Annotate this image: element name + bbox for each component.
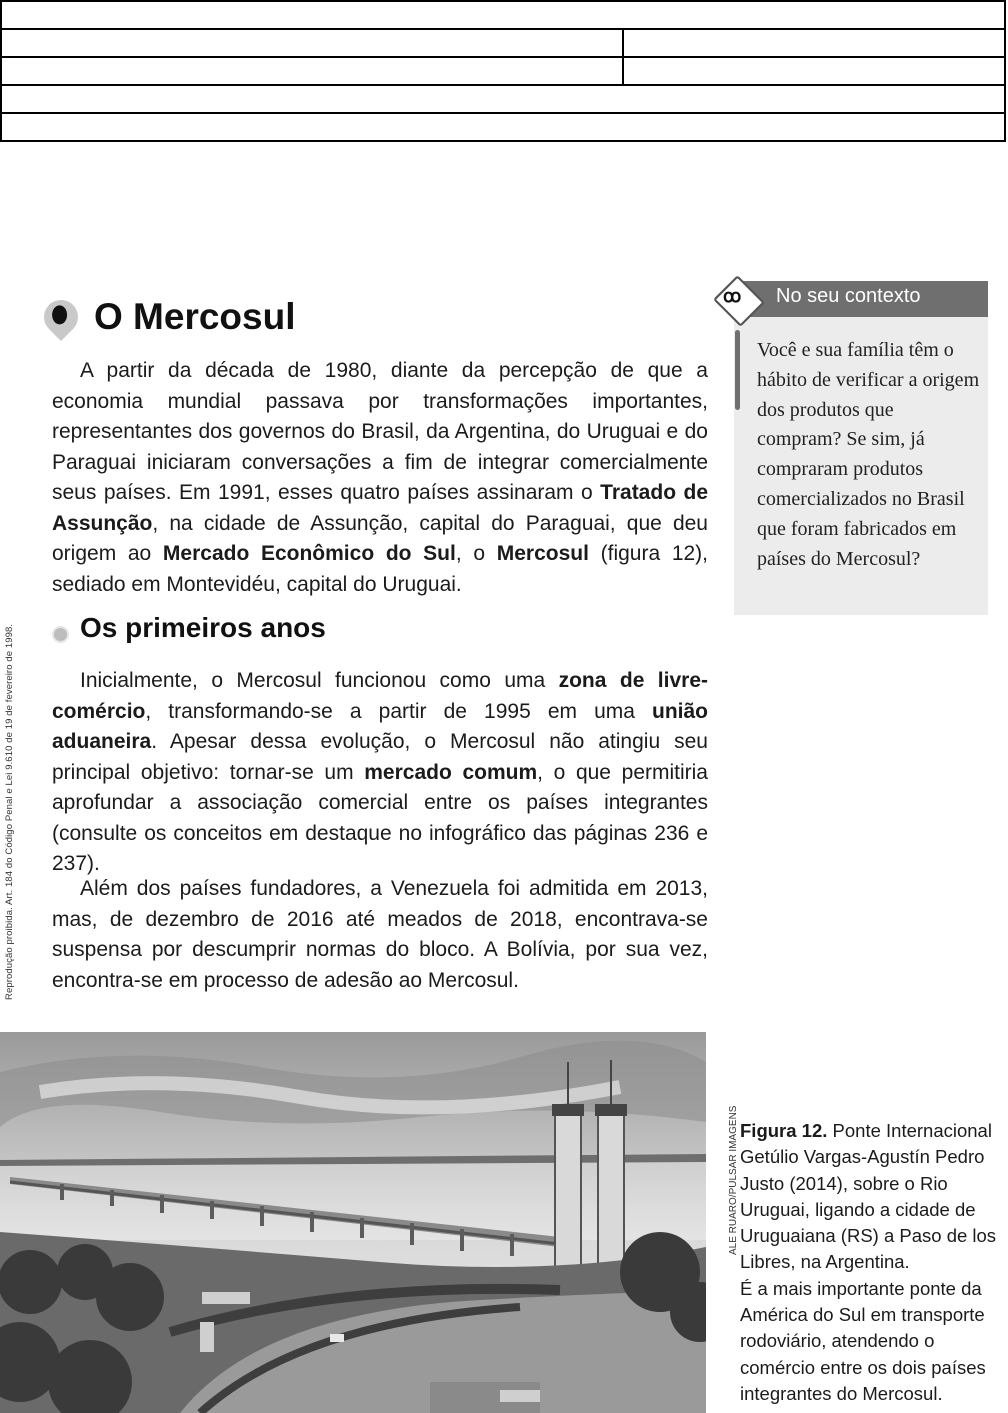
header-row-4 [1,85,1005,113]
term-zona-livre-comercio: zona de livre-comércio [52,669,708,723]
figure-caption: Figura 12. Ponte Internacional Getúlio Vargas-Agustín Pedro Justo (2014), sobre o Rio Uruguai, ligando a cidade de Uruguaiana (RS) a Paso de los Libres, na Argentina. É a mais importante ponte da América do Sul em transporte rodoviário, atendendo o comércio entre os dois países integrantes do Mercosul. [740,1120,997,1404]
header-form-table [0,0,1006,142]
paragraph-members: Além dos países fundadores, a Venezuela foi admitida em 2013, mas, de dezembro de 2016 até meados de 2018, encontrava-se suspensa por descumprir normas do bloco. A Bolívia, por sua vez, encontra-se em processo de adesão ao Mercosul. [52,877,708,992]
bridge-photo [0,1032,706,1413]
location-pin-icon [37,293,85,341]
paragraph-intro: A partir da década de 1980, diante da percepção de que a economia mundial passava por transformações importantes, representantes dos governos do Brasil, da Argentina, do Uruguai e do Paraguai iniciaram conversações a fim de integrar comercialmente seus países. Em 1991, esses quatro países assinaram o Tratado de Assunção, na cidade de Assunção, capital do Paraguai, que deu origem ao Mercado Econômico do Sul, o Mercosul (figura 12), sediado em Montevidéu, capital do Uruguai. [52,359,709,596]
context-question: Você e sua família têm o hábito de verificar a origem dos produtos que compram? Se sim, já compraram produtos comercializados no Brasil que foram fabricados em países do Mercosul? [757,339,980,570]
header-row-5 [1,113,1005,141]
page-title: O Mercosul [94,296,296,337]
context-accent-bar [735,330,740,410]
binoculars-icon: ꝏ [723,286,739,306]
section-bullet-icon [52,626,69,643]
term-mercosul: Mercosul [496,542,589,565]
header-row-2-left [1,29,623,57]
car [330,1334,344,1342]
copyright-side-note: Reprodução proibida. Art. 184 do Código Penal e Lei 9.610 de 19 de fevereiro de 1998. [4,623,15,1000]
header-row-2-right [623,29,1005,57]
header-row-1 [1,1,1005,29]
paragraph-first-years: Inicialmente, o Mercosul funcionou como uma zona de livre-comércio, transformando-se a partir de 1995 em uma união aduaneira. Apesar dessa evolução, o Mercosul não atingiu seu principal objetivo: tornar-se um mercado comum, o que permitiria aprofundar a associação comercial entre os países integrantes (consulte os conceitos em destaque no infográfico das páginas 236 e 237). [52,669,708,875]
term-tratado: Tratado de Assunção [52,481,708,535]
context-title: No seu contexto [776,285,921,307]
building [202,1292,250,1304]
term-mercado-economico: Mercado Econômico do Sul [162,542,456,565]
term-mercado-comum: mercado comum [364,760,538,784]
section-subtitle: Os primeiros anos [80,612,326,643]
header-row-3-right [623,57,1005,85]
term-uniao-aduaneira: união aduaneira [52,699,708,753]
header-row-3-left [1,57,623,85]
figure-label: Figura 12. [740,1120,828,1141]
photo-credit: ALE RUARO/PULSAR IMAGENS [728,1105,739,1255]
